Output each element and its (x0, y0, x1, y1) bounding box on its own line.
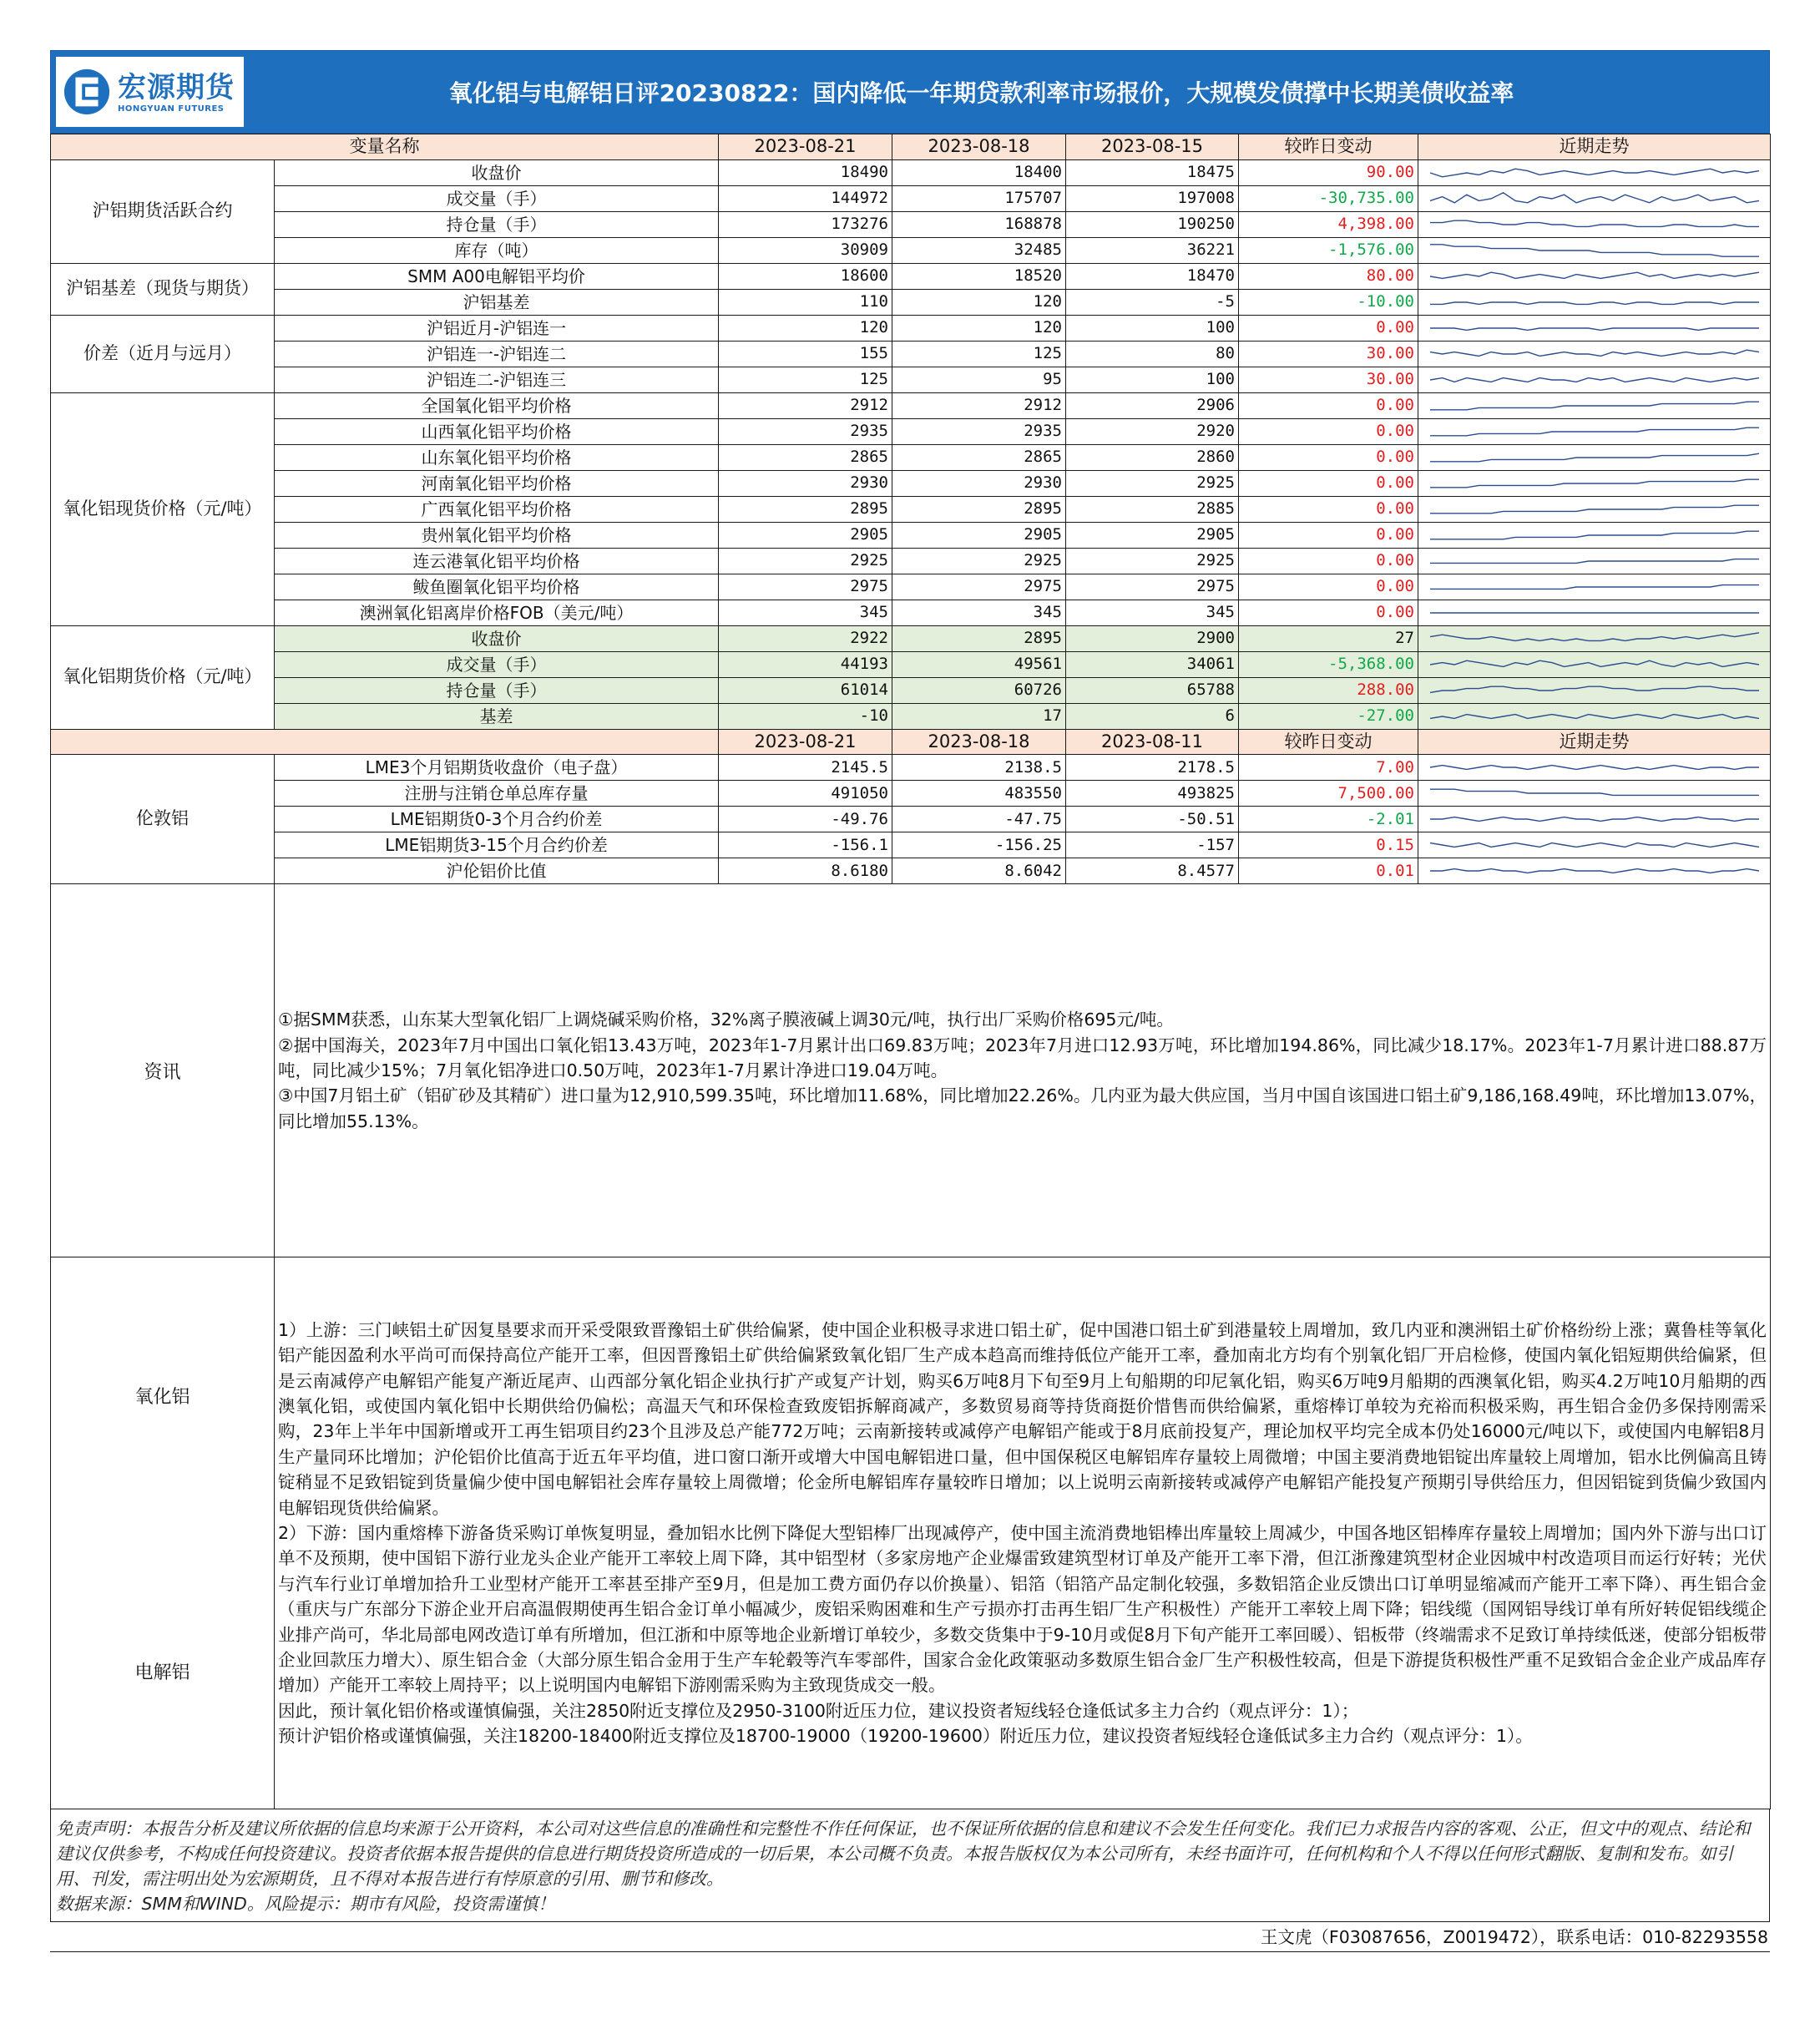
header-change: 较昨日变动 (1239, 729, 1418, 755)
table-row (51, 858, 1771, 884)
sparkline-chart (1418, 626, 1771, 651)
value-cell: 18475 (1066, 159, 1239, 185)
sparkline-path (1430, 272, 1759, 278)
value-cell: 100 (1066, 315, 1239, 341)
table-row (51, 548, 1771, 574)
variable-name: LME铝期货3-15个月合约价差 (275, 832, 719, 858)
header-date: 2023-08-21 (719, 729, 892, 755)
sparkline-path (1430, 479, 1759, 488)
value-cell: -156.25 (892, 832, 1066, 858)
table-row (51, 289, 1771, 315)
value-cell: 2895 (719, 496, 892, 522)
value-cell: 2145.5 (719, 755, 892, 781)
sparkline-chart (1418, 316, 1771, 341)
commentary-table (50, 883, 1771, 1809)
value-cell: 2930 (719, 470, 892, 496)
sparkline-chart (1418, 549, 1771, 574)
analysis-body (275, 1257, 1771, 1809)
change-cell: 0.00 (1239, 548, 1418, 574)
logo-cn-text: 宏源期货 (118, 70, 235, 104)
sparkline-path (1430, 453, 1759, 462)
table-row (51, 263, 1771, 289)
table-row (51, 341, 1771, 367)
value-cell: 36221 (1066, 237, 1239, 263)
sparkline-path (1430, 789, 1759, 795)
value-cell: 345 (719, 600, 892, 625)
report-sheet (50, 50, 1770, 1952)
trend-cell (1418, 703, 1771, 729)
header-date: 2023-08-21 (719, 134, 892, 160)
trend-cell (1418, 444, 1771, 470)
value-cell: -156.1 (719, 832, 892, 858)
value-cell: 18490 (719, 159, 892, 185)
variable-name: LME3个月铝期货收盘价（电子盘） (275, 755, 719, 781)
value-cell: 61014 (719, 677, 892, 703)
trend-cell (1418, 522, 1771, 548)
value-cell: 44193 (719, 651, 892, 677)
header-trend: 近期走势 (1418, 729, 1771, 755)
value-cell: 100 (1066, 367, 1239, 392)
change-cell: 0.00 (1239, 574, 1418, 600)
value-cell: 2178.5 (1066, 755, 1239, 781)
value-cell: 8.6180 (719, 858, 892, 884)
variable-name: 成交量（手） (275, 185, 719, 211)
sparkline-path (1430, 660, 1759, 666)
sparkline-path (1430, 428, 1759, 436)
value-cell: 18520 (892, 263, 1066, 289)
sparkline-chart (1418, 471, 1771, 496)
header-change: 较昨日变动 (1239, 134, 1418, 160)
sparkline-path (1430, 244, 1759, 256)
value-cell: 2912 (719, 392, 892, 418)
header-date: 2023-08-18 (892, 729, 1066, 755)
change-cell: -30,735.00 (1239, 185, 1418, 211)
value-cell: 2925 (1066, 470, 1239, 496)
variable-name: 注册与注销仓单总库存量 (275, 781, 719, 807)
sparkline-chart (1418, 523, 1771, 548)
company-logo (56, 57, 244, 127)
value-cell: 155 (719, 341, 892, 367)
news-paragraph: ①据SMM获悉，山东某大型氧化铝厂上调烧碱采购价格，32%离子膜液碱上调30元/吨，执行出厂采购价格695元/吨。 (278, 1009, 1174, 1030)
analyst-contact: 王文虎（F03087656，Z0019472），联系电话：010-82293558 (50, 1922, 1770, 1952)
change-cell: 0.00 (1239, 470, 1418, 496)
report-header (50, 50, 1770, 134)
table-row (51, 392, 1771, 418)
table-row (51, 185, 1771, 211)
trend-cell (1418, 858, 1771, 884)
value-cell: 2865 (892, 444, 1066, 470)
variable-name: 山东氧化铝平均价格 (275, 444, 719, 470)
data-table (50, 134, 1771, 884)
sparkline-chart (1418, 160, 1771, 185)
sparkline-chart (1418, 832, 1771, 858)
value-cell: 2925 (719, 548, 892, 574)
value-cell: -157 (1066, 832, 1239, 858)
change-cell: 7.00 (1239, 755, 1418, 781)
value-cell: 2925 (1066, 548, 1239, 574)
value-cell: 2905 (1066, 522, 1239, 548)
header-trend: 近期走势 (1418, 134, 1771, 160)
sparkline-chart (1418, 186, 1771, 211)
change-cell: 0.00 (1239, 418, 1418, 444)
change-cell: 4,398.00 (1239, 211, 1418, 237)
sparkline-chart (1418, 393, 1771, 418)
sparkline-chart (1418, 212, 1771, 237)
sparkline-path (1430, 686, 1759, 692)
news-paragraph: ③中国7月铝土矿（铝矿砂及其精矿）进口量为12,910,599.35吨，环比增加11.68%，同比增加22.26%。几内亚为最大供应国，当月中国自该国进口铝土矿9,186,168.49吨，环比增加13.07%，同比增加55.13%。 (278, 1085, 1767, 1131)
value-cell: 173276 (719, 211, 892, 237)
value-cell: -5 (1066, 289, 1239, 315)
row-group-label: 沪铝期货活跃合约 (51, 159, 275, 263)
sparkline-path (1430, 377, 1759, 382)
variable-name: 广西氧化铝平均价格 (275, 496, 719, 522)
header-variable-name: 变量名称 (51, 134, 719, 160)
news-label: 资讯 (51, 884, 275, 1257)
sparkline-chart (1418, 652, 1771, 677)
trend-cell (1418, 600, 1771, 625)
value-cell: 493825 (1066, 781, 1239, 807)
value-cell: 2922 (719, 625, 892, 651)
variable-name: 沪铝基差 (275, 289, 719, 315)
value-cell: 2975 (719, 574, 892, 600)
table-row (51, 444, 1771, 470)
change-cell: 90.00 (1239, 159, 1418, 185)
value-cell: 2912 (892, 392, 1066, 418)
value-cell: 2900 (1066, 625, 1239, 651)
row-group-label: 伦敦铝 (51, 755, 275, 884)
row-group-label: 氧化铝期货价格（元/吨） (51, 625, 275, 729)
sparkline-path (1430, 169, 1759, 177)
table-row (51, 315, 1771, 341)
value-cell: 2935 (719, 418, 892, 444)
change-cell: 0.00 (1239, 315, 1418, 341)
change-cell: 0.00 (1239, 392, 1418, 418)
sparkline-chart (1418, 238, 1771, 263)
sparkline-chart (1418, 342, 1771, 367)
value-cell: 18470 (1066, 263, 1239, 289)
table-row (51, 781, 1771, 807)
value-cell: 2906 (1066, 392, 1239, 418)
report-title: 氧化铝与电解铝日评20230822：国内降低一年期贷款利率市场报价，大规模发债撑中长期美债收益率 (448, 79, 1514, 107)
variable-name: 沪铝连二-沪铝连三 (275, 367, 719, 392)
variable-name: 全国氧化铝平均价格 (275, 392, 719, 418)
trend-cell (1418, 341, 1771, 367)
value-cell: 125 (719, 367, 892, 392)
sparkline-chart (1418, 264, 1771, 289)
table-row (51, 807, 1771, 832)
analysis-conclusion-aluminum: 预计沪铝价格或谨慎偏强，关注18200-18400附近支撑位及18700-19000（19200-19600）附近压力位，建议投资者短线轻仓逢低试多主力合约（观点评分：1）。 (278, 1726, 1533, 1747)
value-cell: 2905 (719, 522, 892, 548)
value-cell: 483550 (892, 781, 1066, 807)
value-cell: 18400 (892, 159, 1066, 185)
change-cell: 27 (1239, 625, 1418, 651)
analysis-conclusion-oxide: 因此，预计氧化铝价格或谨慎偏强，关注2850附近支撑位及2950-3100附近压力位，建议投资者短线轻仓逢低试多主力合约（观点评分：1）； (278, 1700, 1359, 1721)
sparkline-chart (1418, 704, 1771, 729)
sparkline-chart (1418, 290, 1771, 315)
table-row (51, 470, 1771, 496)
variable-name: 连云港氧化铝平均价格 (275, 548, 719, 574)
table-row (51, 832, 1771, 858)
row-group-label: 价差（近月与远月） (51, 315, 275, 392)
change-cell: 0.00 (1239, 444, 1418, 470)
value-cell: 65788 (1066, 677, 1239, 703)
value-cell: -47.75 (892, 807, 1066, 832)
table-row (51, 159, 1771, 185)
value-cell: 144972 (719, 185, 892, 211)
value-cell: 190250 (1066, 211, 1239, 237)
value-cell: 2895 (892, 625, 1066, 651)
value-cell: 345 (892, 600, 1066, 625)
trend-cell (1418, 470, 1771, 496)
sparkline-path (1430, 328, 1759, 330)
trend-cell (1418, 367, 1771, 392)
value-cell: 2975 (892, 574, 1066, 600)
trend-cell (1418, 677, 1771, 703)
value-cell: 2905 (892, 522, 1066, 548)
value-cell: 34061 (1066, 651, 1239, 677)
change-cell: -10.00 (1239, 289, 1418, 315)
data-source-text: 数据来源：SMM和WIND。风险提示：期市有风险，投资需谨慎！ (56, 1894, 555, 1915)
change-cell: 7,500.00 (1239, 781, 1418, 807)
trend-cell (1418, 781, 1771, 807)
value-cell: -50.51 (1066, 807, 1239, 832)
header-date: 2023-08-11 (1066, 729, 1239, 755)
trend-cell (1418, 263, 1771, 289)
variable-name: 持仓量（手） (275, 677, 719, 703)
trend-cell (1418, 159, 1771, 185)
value-cell: 2138.5 (892, 755, 1066, 781)
trend-cell (1418, 548, 1771, 574)
sparkline-chart (1418, 858, 1771, 883)
trend-cell (1418, 625, 1771, 651)
trend-cell (1418, 211, 1771, 237)
table-row (51, 574, 1771, 600)
table-row (51, 237, 1771, 263)
row-group-label: 沪铝基差（现货与期货） (51, 263, 275, 315)
change-cell: 0.00 (1239, 600, 1418, 625)
sparkline-path (1430, 402, 1759, 410)
value-cell: 175707 (892, 185, 1066, 211)
value-cell: 120 (892, 289, 1066, 315)
table-header-row (51, 134, 1771, 160)
trend-cell (1418, 418, 1771, 444)
sparkline-path (1430, 632, 1759, 640)
value-cell: 345 (1066, 600, 1239, 625)
change-cell: 288.00 (1239, 677, 1418, 703)
value-cell: 110 (719, 289, 892, 315)
value-cell: 491050 (719, 781, 892, 807)
table-row (51, 418, 1771, 444)
news-body (275, 884, 1771, 1257)
value-cell: 8.4577 (1066, 858, 1239, 884)
value-cell: 30909 (719, 237, 892, 263)
variable-name: 沪伦铝价比值 (275, 858, 719, 884)
table-row (51, 211, 1771, 237)
trend-cell (1418, 755, 1771, 781)
value-cell: 2925 (892, 548, 1066, 574)
change-cell: 0.00 (1239, 496, 1418, 522)
trend-cell (1418, 807, 1771, 832)
variable-name: 鲅鱼圈氧化铝平均价格 (275, 574, 719, 600)
change-cell: 80.00 (1239, 263, 1418, 289)
trend-cell (1418, 574, 1771, 600)
trend-cell (1418, 832, 1771, 858)
table-row (51, 677, 1771, 703)
header-date: 2023-08-18 (892, 134, 1066, 160)
change-cell: 0.00 (1239, 522, 1418, 548)
value-cell: 168878 (892, 211, 1066, 237)
change-cell: 30.00 (1239, 341, 1418, 367)
change-cell: 0.01 (1239, 858, 1418, 884)
sparkline-chart (1418, 497, 1771, 522)
variable-name: 沪铝连一-沪铝连二 (275, 341, 719, 367)
variable-name: 山西氧化铝平均价格 (275, 418, 719, 444)
analysis-labels (51, 1257, 275, 1809)
change-cell: -5,368.00 (1239, 651, 1418, 677)
value-cell: 18600 (719, 263, 892, 289)
sparkline-chart (1418, 678, 1771, 703)
table-row (51, 496, 1771, 522)
value-cell: 2885 (1066, 496, 1239, 522)
value-cell: 197008 (1066, 185, 1239, 211)
value-cell: -10 (719, 703, 892, 729)
sparkline-chart (1418, 755, 1771, 780)
analysis-downstream: 2）下游：国内重熔棒下游备货采购订单恢复明显，叠加铝水比例下降促大型铝棒厂出现减停产，使中国主流消费地铝棒出库量较上周减少，中国各地区铝棒库存量较上周增加；国内外下游与出口订单不及预期，使中国铝下游行业龙头企业产能开工率较上周下降，其中铝型材（多家房地产企业爆雷致建筑型材订单及产能开工率下滑，但江浙豫建筑型材企业因城中村改造项目而运行好转；光伏与汽车行业订单增加拾升工业型材产能开工率甚至排产至9月，但是加工费方面仍存以价换量）、铝箔（铝箔产品定制化较强，多数铝箔企业反馈出口订单明显缩减而产能开工率下降）、再生铝合金（重庆与广东部分下游企业开启高温假期使再生铝合金订单小幅减少，废铝采购困难和生产亏损亦打击再生铝厂生产积极性）产能开工率较上周下降；铝线缆（国网铝导线订单有所好转促铝线缆企业排产尚可，华北局部电网改造订单有所增加，但江浙和中原等地企业新增订单较少，多数交货集中于9-10月或促8月下旬产能开工率回暖）、铝板带（终端需求不足致订单持续低迷，使部分铝板带企业回款压力增大）、原生铝合金（大部分原生铝合金用于生产车轮毂等汽车零部件，国家合金化政策驱动多数原生铝合金厂生产积极性较高，但是下游提货积极性严重不足致铝合金企业产成品库存增加）产能开工率较上周持平；以上说明国内电解铝下游刚需采购为主致现货成交一般。 (278, 1522, 1767, 1696)
logo-mark-icon (63, 68, 111, 116)
table-row (51, 625, 1771, 651)
sparkline-chart (1418, 419, 1771, 444)
logo-en-text: HONGYUAN FUTURES (118, 104, 225, 114)
variable-name: 持仓量（手） (275, 211, 719, 237)
table-row (51, 755, 1771, 781)
header-date: 2023-08-15 (1066, 134, 1239, 160)
disclaimer-text: 免责声明：本报告分析及建议所依据的信息均来源于公开资料，本公司对这些信息的准确性和完整性不作任何保证，也不保证所依据的信息和建议不会发生任何变化。我们已力求报告内容的客观、公正，但文中的观点、结论和建议仅供参考，不构成任何投资建议。投资者依据本报告提供的信息进行期货投资所造成的一切后果，本公司概不负责。本报告版权仅为本公司所有，未经书面许可，任何机构和个人不得以任何形式翻版、复制和发布。如引用、刊发，需注明出处为宏源期货，且不得对本报告进行有悖原意的引用、删节和修改。 (56, 1819, 1751, 1890)
trend-cell (1418, 237, 1771, 263)
sparkline-path (1430, 869, 1759, 873)
value-cell: 60726 (892, 677, 1066, 703)
sparkline-path (1430, 350, 1759, 356)
change-cell: 30.00 (1239, 367, 1418, 392)
change-cell: -1,576.00 (1239, 237, 1418, 263)
table-row (51, 367, 1771, 392)
trend-cell (1418, 496, 1771, 522)
sparkline-chart (1418, 600, 1771, 625)
variable-name: LME铝期货0-3个月合约价差 (275, 807, 719, 832)
sparkline-path (1430, 192, 1759, 202)
trend-cell (1418, 651, 1771, 677)
news-paragraph: ②据中国海关，2023年7月中国出口氧化铝13.43万吨，2023年1-7月累计出口69.83万吨；2023年7月进口12.93万吨，环比增加194.86%，同比减少18.17%。2023年1-7月累计进口88.87万吨，同比减少15%；7月氧化铝净进口0.50万吨，2023年1-7月累计净进口19.04万吨。 (278, 1035, 1767, 1080)
oxide-label: 氧化铝 (134, 1386, 190, 1408)
sparkline-path (1430, 714, 1759, 718)
value-cell: 2860 (1066, 444, 1239, 470)
sparkline-path (1430, 843, 1759, 848)
value-cell: 120 (892, 315, 1066, 341)
value-cell: 2920 (1066, 418, 1239, 444)
variable-name: 河南氧化铝平均价格 (275, 470, 719, 496)
sparkline-chart (1418, 807, 1771, 832)
variable-name: 基差 (275, 703, 719, 729)
variable-name: 澳洲氧化铝离岸价格FOB（美元/吨） (275, 600, 719, 625)
value-cell: 2895 (892, 496, 1066, 522)
trend-cell (1418, 185, 1771, 211)
trend-cell (1418, 289, 1771, 315)
sparkline-path (1430, 220, 1759, 226)
trend-cell (1418, 392, 1771, 418)
variable-name: 库存（吨） (275, 237, 719, 263)
value-cell: 95 (892, 367, 1066, 392)
header-variable-name (51, 729, 719, 755)
change-cell: 0.15 (1239, 832, 1418, 858)
sparkline-chart (1418, 367, 1771, 392)
sparkline-path (1430, 302, 1759, 304)
variable-name: 成交量（手） (275, 651, 719, 677)
value-cell: 2930 (892, 470, 1066, 496)
value-cell: 49561 (892, 651, 1066, 677)
variable-name: SMM A00电解铝平均价 (275, 263, 719, 289)
row-group-label: 氧化铝现货价格（元/吨） (51, 392, 275, 625)
sparkline-path (1430, 531, 1759, 539)
analysis-upstream: 1）上游：三门峡铝土矿因复垦要求而开采受限致晋豫铝土矿供给偏紧，使中国企业积极寻求进口铝土矿，促中国港口铝土矿到港量较上周增加，致几内亚和澳洲铝土矿价格纷纷上涨；冀鲁桂等氧化铝产能因盈利水平尚可而保持高位产能开工率，但因晋豫铝土矿供给偏紧致氧化铝厂生产成本趋高而维持低位产能开工率，叠加南北方均有个别氧化铝厂开启检修，使国内氧化铝短期供给偏紧，但是云南减停产电解铝产能复产渐近尾声、山西部分氧化铝企业执行扩产或复产计划，购买6万吨8月下旬至9月上旬船期的印尼氧化铝，购买6万吨9月船期的西澳氧化铝，购买4.2万吨10月船期的西澳氧化铝，或使国内氧化铝中长期供给仍偏松；高温天气和环保检查致废铝拆解商减产，多数贸易商等持货商挺价惜售而供给偏紧，重熔棒订单较为充裕而积极采购，再生铝合金仍多保持刚需采购，23年上半年中国新增或开工再生铝项目约23个且涉及总产能772万吨；云南新接转或减停产电解铝产能或于8月底前投复产，理论加权平均完全成本仍处16000元/吨以下，或使国内电解铝8月生产量同环比增加；沪伦铝价比值高于近五年平均值，进口窗口渐开或增大中国电解铝进口量，但中国保税区电解铝库存量较上周微增；中国主要消费地铝锭出库量较上周增加，铝水比例偏高且铸锭稍显不足致铝锭到货量偏少使中国电解铝社会库存量较上周微增；伦金所电解铝库存量较昨日增加；以上说明云南新接转或减停产电解铝产能投复产预期引导供给压力，但因铝锭到货偏少致国内电解铝现货供给偏紧。 (278, 1319, 1767, 1518)
value-cell: 80 (1066, 341, 1239, 367)
value-cell: 32485 (892, 237, 1066, 263)
value-cell: -49.76 (719, 807, 892, 832)
disclaimer-box (50, 1809, 1770, 1922)
value-cell: 2865 (719, 444, 892, 470)
sparkline-path (1430, 584, 1759, 589)
table-row (51, 522, 1771, 548)
value-cell: 17 (892, 703, 1066, 729)
sparkline-path (1430, 559, 1759, 563)
variable-name: 贵州氧化铝平均价格 (275, 522, 719, 548)
sparkline-chart (1418, 445, 1771, 470)
change-cell: -27.00 (1239, 703, 1418, 729)
table-header-row (51, 729, 1771, 755)
variable-name: 收盘价 (275, 625, 719, 651)
value-cell: 2935 (892, 418, 1066, 444)
electrolytic-label: 电解铝 (134, 1662, 190, 1683)
value-cell: 125 (892, 341, 1066, 367)
sparkline-path (1430, 505, 1759, 514)
change-cell: -2.01 (1239, 807, 1418, 832)
value-cell: 120 (719, 315, 892, 341)
variable-name: 沪铝近月-沪铝连一 (275, 315, 719, 341)
sparkline-path (1430, 817, 1759, 822)
table-row (51, 651, 1771, 677)
sparkline-chart (1418, 781, 1771, 806)
sparkline-path (1430, 766, 1759, 770)
table-row (51, 703, 1771, 729)
value-cell: 6 (1066, 703, 1239, 729)
value-cell: 8.6042 (892, 858, 1066, 884)
value-cell: 2975 (1066, 574, 1239, 600)
variable-name: 收盘价 (275, 159, 719, 185)
trend-cell (1418, 315, 1771, 341)
sparkline-chart (1418, 574, 1771, 600)
table-row (51, 600, 1771, 625)
